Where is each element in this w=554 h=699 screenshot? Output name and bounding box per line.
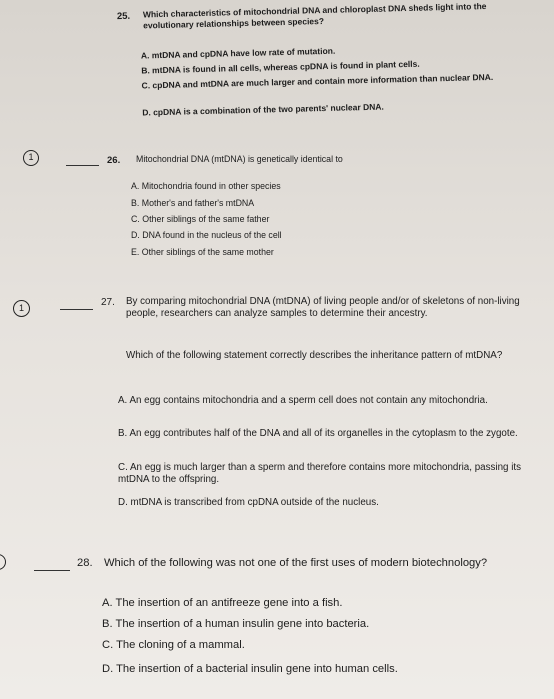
option-text: cpDNA and mtDNA are much larger and contain more information than nuclear DNA. — [152, 71, 494, 91]
option-text: mtDNA and cpDNA have low rate of mutation. — [151, 45, 336, 61]
option-letter: A. — [131, 181, 140, 191]
option-letter: E. — [131, 247, 140, 257]
option-text: The insertion of a human insulin gene into bacteria. — [115, 618, 370, 630]
question-stem: Mitochondrial DNA (mtDNA) is genetically identical to — [136, 154, 343, 164]
answer-blank[interactable] — [34, 570, 70, 571]
question-stem: By comparing mitochondrial DNA (mtDNA) of living people and/or of skeletons of non-living people, researchers can analyze samples to determine their ancestry. — [126, 296, 520, 320]
option-text: mtDNA is found in all cells, whereas cpDNA is found in plant cells. — [151, 58, 420, 76]
option-text: Mother's and father's mtDNA — [141, 198, 255, 208]
option-letter: C. — [118, 462, 128, 473]
option-text: mtDNA is transcribed from cpDNA outside of the nucleus. — [130, 497, 379, 508]
option-text: An egg contains mitochondria and a sperm cell does not contain any mitochondria. — [129, 395, 488, 406]
option-text: DNA found in the nucleus of the cell — [142, 230, 282, 240]
option-letter: B. — [141, 65, 150, 76]
score-mark: 1 — [13, 300, 30, 317]
score-mark — [0, 554, 6, 570]
option-letter: A. — [140, 50, 150, 61]
question-number: 28. — [77, 557, 93, 569]
option-letter: D. — [142, 107, 151, 118]
option-letter: D. — [118, 497, 128, 508]
option-text: Other siblings of the same mother — [141, 247, 274, 257]
option-text: Mitochondria found in other species — [141, 181, 281, 191]
question-number: 27. — [101, 297, 115, 308]
option-text: cpDNA is a combination of the two parents' nuclear DNA. — [153, 101, 384, 118]
option-letter: D. — [131, 230, 140, 240]
option-text: The insertion of a bacterial insulin gene into human cells. — [116, 663, 398, 675]
option-letter: A. — [118, 395, 128, 406]
option-d[interactable] — [102, 663, 542, 677]
option-letter: B. — [102, 618, 113, 630]
option-text: Other siblings of the same father — [142, 214, 270, 224]
option-letter: C. — [102, 639, 114, 651]
option-text: An egg contributes half of the DNA and all of its organelles in the cytoplasm to the zygote. — [129, 428, 518, 439]
question-stem: Which characteristics of mitochondrial DNA and chloroplast DNA sheds light into the evolutionary relationships between species? — [142, 1, 487, 31]
question-stem: Which of the following was not one of the first uses of modern biotechnology? — [104, 557, 488, 569]
option-letter: C. — [141, 80, 151, 91]
option-letter: C. — [131, 214, 140, 224]
option-a[interactable] — [102, 597, 542, 611]
score-mark: 1 — [23, 150, 39, 166]
option-text: The insertion of an antifreeze gene into a fish. — [115, 597, 343, 609]
option-letter: A. — [102, 597, 113, 609]
option-text: An egg is much larger than a sperm and therefore contains more mitochondria, passing its mtDNA to the offspring. — [118, 462, 521, 485]
question-prompt: Which of the following statement correctly describes the inheritance pattern of mtDNA? — [126, 350, 503, 361]
option-letter: B. — [118, 428, 128, 439]
question-number: 26. — [107, 155, 121, 166]
option-text: The cloning of a mammal. — [116, 639, 245, 651]
option-letter: B. — [131, 198, 140, 208]
option-b[interactable] — [102, 618, 542, 632]
option-letter: D. — [102, 663, 114, 675]
option-c[interactable] — [102, 639, 542, 653]
question-number: 25. — [116, 10, 131, 23]
